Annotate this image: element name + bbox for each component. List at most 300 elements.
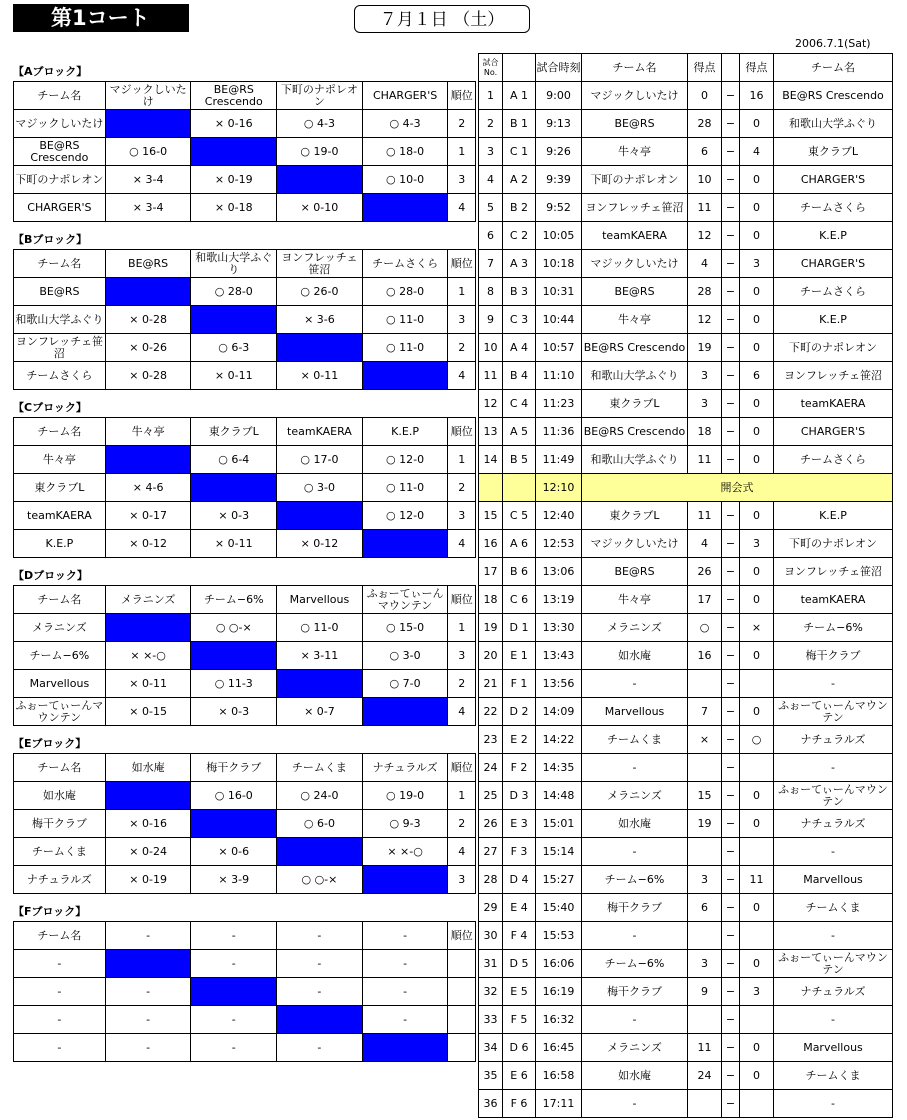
result-cell: × 0-24: [105, 838, 191, 866]
home-team-cell: BE@RS: [582, 110, 688, 138]
result-cell: ○ 3-0: [277, 474, 363, 502]
table-row: [14, 446, 476, 474]
match-no-cell: 11: [479, 362, 503, 390]
group-code-cell: A 6: [503, 530, 536, 558]
result-cell: ○ 12-0: [362, 446, 448, 474]
result-cell: -: [277, 950, 363, 978]
match-time-cell: 12:53: [536, 530, 582, 558]
home-team-cell: -: [582, 754, 688, 782]
match-no-cell: 24: [479, 754, 503, 782]
away-score-cell: 0: [740, 1062, 774, 1090]
dash-cell: −: [722, 222, 740, 250]
group-code-cell: F 2: [503, 754, 536, 782]
home-team-cell: 下町のナポレオン: [582, 166, 688, 194]
home-team-cell: マジックしいたけ: [582, 530, 688, 558]
dash-cell: −: [722, 306, 740, 334]
table-row: [14, 698, 476, 726]
away-score-cell: 0: [740, 446, 774, 474]
away-team-cell: K.E.P: [774, 222, 893, 250]
match-no-cell: 15: [479, 502, 503, 530]
match-time-cell: 9:26: [536, 138, 582, 166]
dash-cell: −: [722, 502, 740, 530]
self-match-cell: [191, 642, 277, 670]
group-code-cell: B 1: [503, 110, 536, 138]
group-code-cell: B 6: [503, 558, 536, 586]
home-score-cell: [688, 1006, 722, 1034]
match-time-cell: 15:53: [536, 922, 582, 950]
table-row: [14, 306, 476, 334]
table-row: [14, 166, 476, 194]
match-row: [479, 82, 893, 110]
match-row: [479, 558, 893, 586]
match-no-cell: 2: [479, 110, 503, 138]
away-team-cell: 下町のナポレオン: [774, 334, 893, 362]
match-no-cell: 10: [479, 334, 503, 362]
group-code-cell: E 1: [503, 642, 536, 670]
result-cell: × 0-12: [277, 530, 363, 558]
home-team-header: チーム名: [582, 54, 688, 82]
match-no-cell: 26: [479, 810, 503, 838]
result-cell: ○ 15-0: [362, 614, 448, 642]
away-score-cell: [740, 1006, 774, 1034]
self-match-cell: [362, 362, 448, 390]
group-code-cell: A 2: [503, 166, 536, 194]
result-cell: × 0-28: [105, 306, 191, 334]
home-score-cell: 11: [688, 446, 722, 474]
away-score-cell: 0: [740, 194, 774, 222]
dash-cell: −: [722, 950, 740, 978]
away-team-cell: -: [774, 754, 893, 782]
away-team-cell: チームさくら: [774, 446, 893, 474]
rank-header: 順位: [448, 754, 476, 782]
team-name-cell: チーム−6%: [14, 642, 106, 670]
empty-cell: [479, 474, 503, 502]
rank-cell: [448, 1006, 476, 1034]
away-score-cell: [740, 922, 774, 950]
rank-cell: 3: [448, 306, 476, 334]
self-match-cell: [191, 810, 277, 838]
block-label: 【Eブロック】: [13, 737, 87, 750]
self-match-cell: [362, 866, 448, 894]
home-score-cell: 19: [688, 334, 722, 362]
away-team-cell: teamKAERA: [774, 586, 893, 614]
self-match-cell: [191, 306, 277, 334]
result-cell: × 0-28: [105, 362, 191, 390]
rank-cell: 1: [448, 782, 476, 810]
dash-cell: −: [722, 166, 740, 194]
home-team-cell: チーム−6%: [582, 950, 688, 978]
match-no-cell: 33: [479, 1006, 503, 1034]
away-score-cell: 0: [740, 810, 774, 838]
away-team-cell: -: [774, 838, 893, 866]
opponent-header: -: [105, 922, 191, 950]
result-cell: ○ 10-0: [362, 166, 448, 194]
opponent-header: BE@RS: [105, 250, 191, 278]
group-code-cell: F 6: [503, 1090, 536, 1118]
away-team-cell: K.E.P: [774, 502, 893, 530]
opponent-header: Marvellous: [277, 586, 363, 614]
dash-cell: −: [722, 642, 740, 670]
result-cell: × ×-○: [105, 642, 191, 670]
team-name-cell: 下町のナポレオン: [14, 166, 106, 194]
match-no-cell: 4: [479, 166, 503, 194]
away-team-cell: Marvellous: [774, 1034, 893, 1062]
team-name-cell: Marvellous: [14, 670, 106, 698]
opponent-header: ふぉーてぃーんマウンテン: [362, 586, 448, 614]
group-code-cell: D 3: [503, 782, 536, 810]
match-time-cell: 13:06: [536, 558, 582, 586]
block-label: 【Bブロック】: [13, 233, 88, 246]
block-header-row: [14, 922, 476, 950]
match-row: [479, 838, 893, 866]
rank-header: 順位: [448, 586, 476, 614]
dash-cell: −: [722, 726, 740, 754]
result-cell: -: [191, 1034, 277, 1062]
away-team-cell: Marvellous: [774, 866, 893, 894]
group-code-cell: A 1: [503, 82, 536, 110]
away-team-cell: -: [774, 1090, 893, 1118]
team-name-header: チーム名: [14, 754, 106, 782]
home-score-cell: 11: [688, 1034, 722, 1062]
team-name-cell: 牛々亭: [14, 446, 106, 474]
home-score-cell: 0: [688, 82, 722, 110]
away-score-cell: 0: [740, 642, 774, 670]
rank-cell: 4: [448, 530, 476, 558]
block-label: 【Cブロック】: [13, 401, 87, 414]
away-team-cell: CHARGER'S: [774, 166, 893, 194]
self-match-cell: [362, 698, 448, 726]
match-time-cell: 11:10: [536, 362, 582, 390]
away-team-cell: ナチュラルズ: [774, 978, 893, 1006]
home-team-cell: 牛々亭: [582, 586, 688, 614]
home-score-cell: 28: [688, 278, 722, 306]
team-name-header: チーム名: [14, 418, 106, 446]
group-code-cell: C 6: [503, 586, 536, 614]
dash-cell: −: [722, 614, 740, 642]
match-time-cell: 16:58: [536, 1062, 582, 1090]
self-match-cell: [277, 166, 363, 194]
home-score-cell: 3: [688, 950, 722, 978]
match-row: [479, 810, 893, 838]
away-score-header: 得点: [740, 54, 774, 82]
away-score-cell: 0: [740, 110, 774, 138]
court-title: 第1コート: [13, 4, 189, 32]
match-no-cell: 32: [479, 978, 503, 1006]
match-time-cell: 10:05: [536, 222, 582, 250]
home-score-cell: 26: [688, 558, 722, 586]
match-no-cell: 29: [479, 894, 503, 922]
home-score-cell: 12: [688, 222, 722, 250]
dash-cell: −: [722, 530, 740, 558]
home-score-cell: 11: [688, 194, 722, 222]
table-row: [14, 782, 476, 810]
rank-cell: 2: [448, 474, 476, 502]
opponent-header: BE@RS Crescendo: [191, 82, 277, 110]
home-team-cell: -: [582, 838, 688, 866]
home-team-cell: -: [582, 670, 688, 698]
group-code-cell: F 4: [503, 922, 536, 950]
result-cell: ○ 11-0: [362, 474, 448, 502]
away-score-cell: 0: [740, 306, 774, 334]
home-team-cell: -: [582, 1090, 688, 1118]
match-time-cell: 9:13: [536, 110, 582, 138]
self-match-cell: [277, 670, 363, 698]
match-time-cell: 10:57: [536, 334, 582, 362]
match-no-cell: 28: [479, 866, 503, 894]
table-row: [14, 138, 476, 166]
dash-cell: −: [722, 670, 740, 698]
home-score-cell: 16: [688, 642, 722, 670]
match-no-header: 試合No.: [479, 54, 503, 82]
group-code-cell: A 5: [503, 418, 536, 446]
away-score-cell: [740, 1090, 774, 1118]
home-score-cell: 15: [688, 782, 722, 810]
result-cell: -: [277, 1034, 363, 1062]
match-time-cell: 9:00: [536, 82, 582, 110]
self-match-cell: [362, 194, 448, 222]
result-cell: -: [191, 1006, 277, 1034]
team-name-cell: チームさくら: [14, 362, 106, 390]
self-match-cell: [191, 474, 277, 502]
opening-ceremony-row: [479, 474, 893, 502]
match-no-cell: 7: [479, 250, 503, 278]
table-row: [14, 110, 476, 138]
result-cell: × 3-9: [191, 866, 277, 894]
away-team-cell: -: [774, 1006, 893, 1034]
opponent-header: チーム−6%: [191, 586, 277, 614]
match-no-cell: 20: [479, 642, 503, 670]
rank-cell: 2: [448, 110, 476, 138]
result-cell: × 0-10: [277, 194, 363, 222]
group-code-cell: E 3: [503, 810, 536, 838]
home-team-cell: 和歌山大学ふぐり: [582, 446, 688, 474]
match-row: [479, 446, 893, 474]
match-row: [479, 1090, 893, 1118]
away-team-header: チーム名: [774, 54, 893, 82]
away-team-cell: 下町のナポレオン: [774, 530, 893, 558]
rank-cell: 4: [448, 838, 476, 866]
match-no-cell: 31: [479, 950, 503, 978]
opponent-header: 下町のナポレオン: [277, 82, 363, 110]
dash-cell: −: [722, 334, 740, 362]
away-score-cell: 0: [740, 1034, 774, 1062]
block-table: [13, 753, 476, 894]
block-label: 【Aブロック】: [13, 65, 88, 78]
match-time-cell: 16:06: [536, 950, 582, 978]
away-score-cell: 0: [740, 586, 774, 614]
result-cell: ○ 19-0: [362, 782, 448, 810]
block-table: [13, 81, 476, 222]
group-code-cell: C 2: [503, 222, 536, 250]
result-cell: × 0-6: [191, 838, 277, 866]
result-cell: -: [362, 950, 448, 978]
match-time-cell: 11:36: [536, 418, 582, 446]
self-match-cell: [277, 1006, 363, 1034]
home-score-cell: 18: [688, 418, 722, 446]
result-cell: -: [362, 1006, 448, 1034]
result-cell: ○ 19-0: [277, 138, 363, 166]
team-name-cell: BE@RS: [14, 278, 106, 306]
match-no-cell: 25: [479, 782, 503, 810]
dash-header: [722, 54, 740, 82]
away-team-cell: ヨンフレッチェ笹沼: [774, 558, 893, 586]
away-team-cell: ふぉーてぃーんマウンテン: [774, 950, 893, 978]
opponent-header: -: [362, 922, 448, 950]
dash-cell: −: [722, 838, 740, 866]
result-cell: ○ 16-0: [105, 138, 191, 166]
table-row: [14, 670, 476, 698]
rank-cell: 1: [448, 138, 476, 166]
home-score-cell: 4: [688, 530, 722, 558]
match-row: [479, 166, 893, 194]
match-time-cell: 15:14: [536, 838, 582, 866]
self-match-cell: [362, 1034, 448, 1062]
group-code-cell: E 4: [503, 894, 536, 922]
result-cell: -: [105, 978, 191, 1006]
away-score-cell: 0: [740, 894, 774, 922]
away-score-cell: 0: [740, 166, 774, 194]
block-label: 【Fブロック】: [13, 905, 87, 918]
match-time-cell: 12:10: [536, 474, 582, 502]
group-code-cell: A 3: [503, 250, 536, 278]
home-score-cell: ○: [688, 614, 722, 642]
block-header-row: [14, 754, 476, 782]
away-score-cell: 3: [740, 978, 774, 1006]
team-name-cell: 梅干クラブ: [14, 810, 106, 838]
rank-cell: 2: [448, 810, 476, 838]
away-score-cell: 4: [740, 138, 774, 166]
team-name-cell: メラニンズ: [14, 614, 106, 642]
home-score-cell: 7: [688, 698, 722, 726]
group-code-cell: C 4: [503, 390, 536, 418]
group-code-cell: E 6: [503, 1062, 536, 1090]
result-cell: × 0-17: [105, 502, 191, 530]
rank-cell: [448, 978, 476, 1006]
match-no-cell: 1: [479, 82, 503, 110]
match-time-cell: 10:44: [536, 306, 582, 334]
match-row: [479, 1062, 893, 1090]
rank-header: 順位: [448, 922, 476, 950]
self-match-cell: [277, 502, 363, 530]
result-cell: ○ 18-0: [362, 138, 448, 166]
team-name-cell: 和歌山大学ふぐり: [14, 306, 106, 334]
rank-cell: [448, 950, 476, 978]
result-cell: -: [362, 978, 448, 1006]
table-row: [14, 866, 476, 894]
group-code-cell: F 5: [503, 1006, 536, 1034]
team-name-cell: 如水庵: [14, 782, 106, 810]
result-cell: ○ 3-0: [362, 642, 448, 670]
team-name-cell: -: [14, 1034, 106, 1062]
table-row: [14, 278, 476, 306]
match-row: [479, 222, 893, 250]
home-score-cell: 11: [688, 502, 722, 530]
home-team-cell: 牛々亭: [582, 306, 688, 334]
group-code-cell: D 2: [503, 698, 536, 726]
self-match-cell: [277, 334, 363, 362]
away-score-cell: 3: [740, 250, 774, 278]
away-team-cell: チームくま: [774, 894, 893, 922]
group-code-cell: E 5: [503, 978, 536, 1006]
result-cell: ○ 11-0: [362, 334, 448, 362]
dash-cell: −: [722, 754, 740, 782]
home-score-cell: 6: [688, 894, 722, 922]
result-cell: ○ 17-0: [277, 446, 363, 474]
away-score-cell: 0: [740, 222, 774, 250]
table-row: [14, 502, 476, 530]
match-no-cell: 16: [479, 530, 503, 558]
dash-cell: −: [722, 782, 740, 810]
home-team-cell: メラニンズ: [582, 1034, 688, 1062]
match-no-cell: 14: [479, 446, 503, 474]
result-cell: × 0-7: [277, 698, 363, 726]
date-stamp: 2006.7.1(Sat): [795, 37, 871, 50]
away-score-cell: [740, 754, 774, 782]
match-time-cell: 13:43: [536, 642, 582, 670]
result-cell: × 0-3: [191, 698, 277, 726]
match-row: [479, 138, 893, 166]
dash-cell: −: [722, 810, 740, 838]
table-row: [14, 978, 476, 1006]
dash-cell: −: [722, 250, 740, 278]
rank-cell: 4: [448, 362, 476, 390]
match-time-cell: 16:45: [536, 1034, 582, 1062]
rank-cell: 2: [448, 670, 476, 698]
team-name-cell: マジックしいたけ: [14, 110, 106, 138]
match-no-cell: 6: [479, 222, 503, 250]
table-row: [14, 474, 476, 502]
away-score-cell: 0: [740, 698, 774, 726]
away-score-cell: 0: [740, 418, 774, 446]
result-cell: × 0-15: [105, 698, 191, 726]
result-cell: × 0-19: [191, 166, 277, 194]
block-header-row: [14, 586, 476, 614]
opponent-header: -: [277, 922, 363, 950]
match-time-cell: 13:56: [536, 670, 582, 698]
team-name-cell: K.E.P: [14, 530, 106, 558]
home-team-cell: BE@RS: [582, 558, 688, 586]
table-row: [14, 530, 476, 558]
dash-cell: −: [722, 194, 740, 222]
home-team-cell: メラニンズ: [582, 782, 688, 810]
self-match-cell: [362, 530, 448, 558]
home-team-cell: チームくま: [582, 726, 688, 754]
group-code-cell: C 3: [503, 306, 536, 334]
result-cell: × 3-6: [277, 306, 363, 334]
result-cell: ○ 11-0: [277, 614, 363, 642]
team-name-header: チーム名: [14, 82, 106, 110]
match-time-cell: 13:19: [536, 586, 582, 614]
match-no-cell: 18: [479, 586, 503, 614]
self-match-cell: [105, 782, 191, 810]
away-score-cell: 16: [740, 82, 774, 110]
group-code-header: [503, 54, 536, 82]
result-cell: × 0-11: [191, 530, 277, 558]
team-name-cell: -: [14, 950, 106, 978]
match-no-cell: 19: [479, 614, 503, 642]
home-team-cell: 如水庵: [582, 810, 688, 838]
team-name-header: チーム名: [14, 586, 106, 614]
opponent-header: CHARGER'S: [362, 82, 448, 110]
away-score-cell: 0: [740, 558, 774, 586]
group-code-cell: D 4: [503, 866, 536, 894]
home-team-cell: Marvellous: [582, 698, 688, 726]
block-header-row: [14, 82, 476, 110]
home-team-cell: 如水庵: [582, 642, 688, 670]
rank-cell: 1: [448, 278, 476, 306]
away-score-cell: [740, 670, 774, 698]
rank-header: 順位: [448, 82, 476, 110]
